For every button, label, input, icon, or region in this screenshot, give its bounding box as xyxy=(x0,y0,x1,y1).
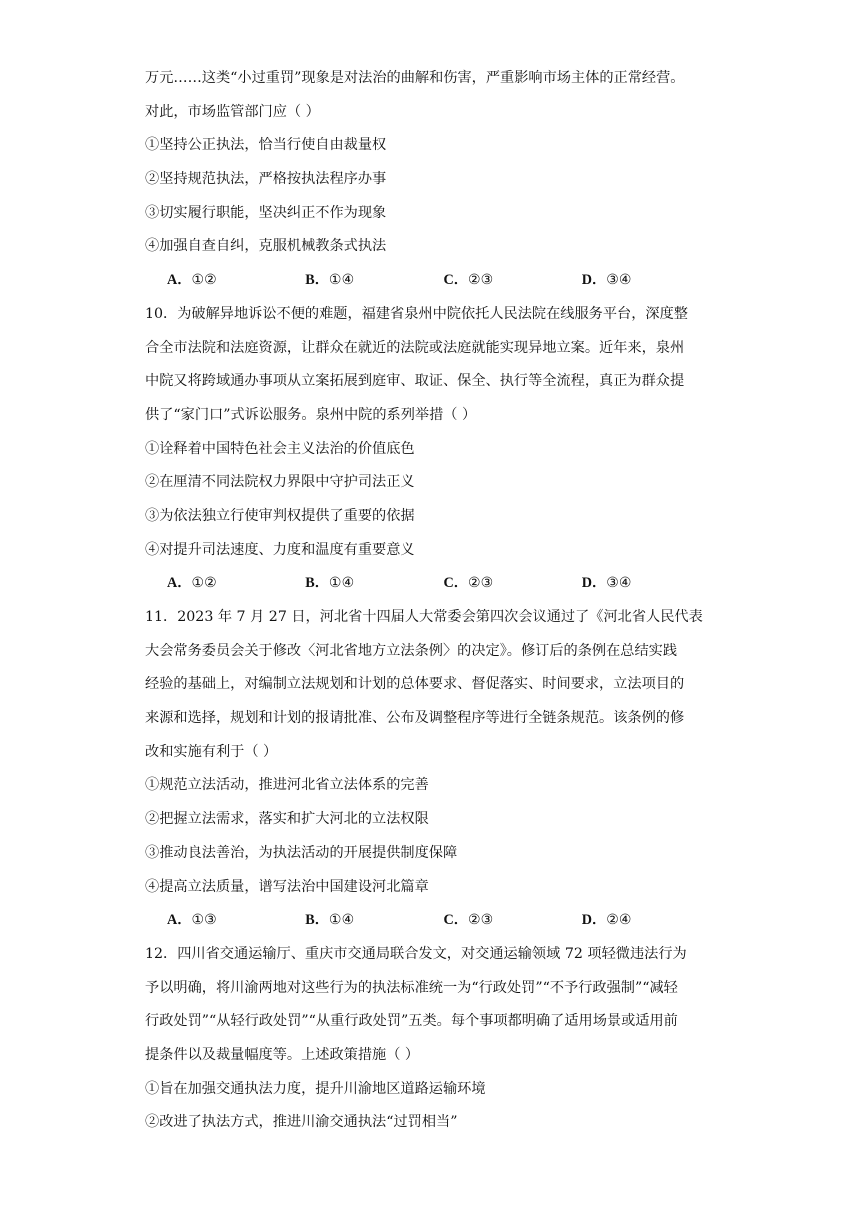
option-text: ①④ xyxy=(328,912,355,929)
option-letter: D． xyxy=(581,272,607,289)
statement-4: ④加强自查自纠，克服机械教条式执法 xyxy=(145,238,387,255)
option-text: ②③ xyxy=(467,912,494,929)
question-text-line: 行政处罚”“从轻行政处罚”“从重行政处罚”五类。每个事项都明确了适用场景或适用前 xyxy=(145,1013,678,1030)
statement-2: ②坚持规范执法，严格按执法程序办事 xyxy=(145,171,387,188)
statement-1: ①规范立法活动，推进河北省立法体系的完善 xyxy=(145,777,429,794)
statement-2: ②在厘清不同法院权力界限中守护司法正义 xyxy=(145,474,415,491)
question-text-line: 合全市法院和法庭资源，让群众在就近的法院或法庭就能实现异地立案。近年来，泉州 xyxy=(145,339,685,356)
option-letter: B． xyxy=(305,575,329,592)
option-letter: B． xyxy=(305,272,329,289)
statement-2: ②把握立法需求，落实和扩大河北的立法权限 xyxy=(145,811,429,828)
option-letter: C． xyxy=(443,912,468,929)
option-letter: C． xyxy=(443,272,468,289)
answer-options xyxy=(145,567,720,601)
option-text: ①④ xyxy=(328,575,355,592)
question-text-line: 中院又将跨域通办事项从立案拓展到庭审、取证、保全、执行等全流程，真正为群众提 xyxy=(145,373,685,390)
option-text: ①④ xyxy=(328,272,355,289)
option-text: ①③ xyxy=(191,912,217,929)
question-text-line: 对此，市场监管部门应（ ） xyxy=(145,103,320,120)
question-text-line: 12．四川省交通运输厅、重庆市交通局联合发文，对交通运输领域 72 项轻微违法行为 xyxy=(145,945,687,962)
statement-3: ③切实履行职能，坚决纠正不作为现象 xyxy=(145,204,387,221)
option-text: ②③ xyxy=(467,272,494,289)
option-a[interactable] xyxy=(167,264,305,298)
question-10 xyxy=(145,298,720,601)
option-letter: D． xyxy=(581,575,607,592)
question-text-line: 来源和选择，规划和计划的报请批准、公布及调整程序等进行全链条规范。该条例的修 xyxy=(145,710,685,727)
option-d[interactable] xyxy=(582,904,720,938)
option-c[interactable] xyxy=(444,264,582,298)
question-9 xyxy=(145,62,720,298)
statement-4: ④对提升司法速度、力度和温度有重要意义 xyxy=(145,541,415,558)
question-text-line: 10．为破解异地诉讼不便的难题，福建省泉州中院依托人民法院在线服务平台，深度整 xyxy=(145,305,688,322)
option-letter: A． xyxy=(167,272,192,289)
question-text-line: 供了“家门口”式诉讼服务。泉州中院的系列举措（ ） xyxy=(145,406,477,423)
option-c[interactable] xyxy=(444,567,582,601)
statement-3: ③为依法独立行使审判权提供了重要的依据 xyxy=(145,507,415,524)
option-d[interactable] xyxy=(582,264,720,298)
answer-options xyxy=(145,904,720,938)
statement-1: ①旨在加强交通执法力度，提升川渝地区道路运输环境 xyxy=(145,1080,486,1097)
option-letter: D． xyxy=(581,912,607,929)
option-letter: A． xyxy=(167,912,192,929)
option-text: ①② xyxy=(191,575,217,592)
statement-4: ④提高立法质量，谱写法治中国建设河北篇章 xyxy=(145,878,429,895)
option-b[interactable] xyxy=(305,567,443,601)
option-letter: C． xyxy=(443,575,468,592)
option-text: ②③ xyxy=(467,575,494,592)
question-text-line: 提条件以及裁量幅度等。上述政策措施（ ） xyxy=(145,1046,420,1063)
option-text: ①② xyxy=(191,272,217,289)
document-page xyxy=(145,62,720,1140)
answer-options xyxy=(145,264,720,298)
option-b[interactable] xyxy=(305,904,443,938)
question-12 xyxy=(145,938,720,1140)
option-a[interactable] xyxy=(167,567,305,601)
statement-1: ①诠释着中国特色社会主义法治的价值底色 xyxy=(145,440,415,457)
question-11 xyxy=(145,601,720,938)
option-d[interactable] xyxy=(582,567,720,601)
question-text-line: 经验的基础上，对编制立法规划和计划的总体要求、督促落实、时间要求，立法项目的 xyxy=(145,676,685,693)
option-letter: B． xyxy=(305,912,329,929)
option-text: ③④ xyxy=(606,575,632,592)
option-c[interactable] xyxy=(444,904,582,938)
statement-2: ②改进了执法方式，推进川渝交通执法“过罚相当” xyxy=(145,1114,458,1131)
question-text-line: 11．2023 年 7 月 27 日，河北省十四届人大常委会第四次会议通过了《河北省人民代表 xyxy=(145,609,703,625)
option-text: ③④ xyxy=(606,272,632,289)
statement-3: ③推动良法善治，为执法活动的开展提供制度保障 xyxy=(145,844,458,861)
option-letter: A． xyxy=(167,575,192,592)
question-text-line: 万元……这类“小过重罚”现象是对法治的曲解和伤害，严重影响市场主体的正常经营。 xyxy=(145,70,685,86)
question-text-line: 予以明确，将川渝两地对这些行为的执法标准统一为“行政处罚”“不予行政强制”“减轻 xyxy=(145,979,678,996)
question-text-line: 改和实施有利于（ ） xyxy=(145,743,278,760)
option-a[interactable] xyxy=(167,904,305,938)
option-text: ②④ xyxy=(606,912,632,929)
question-text-line: 大会常务委员会关于修改〈河北省地方立法条例〉的决定》。修订后的条例在总结实践 xyxy=(145,642,678,659)
statement-1: ①坚持公正执法，恰当行使自由裁量权 xyxy=(145,137,387,154)
option-b[interactable] xyxy=(305,264,443,298)
